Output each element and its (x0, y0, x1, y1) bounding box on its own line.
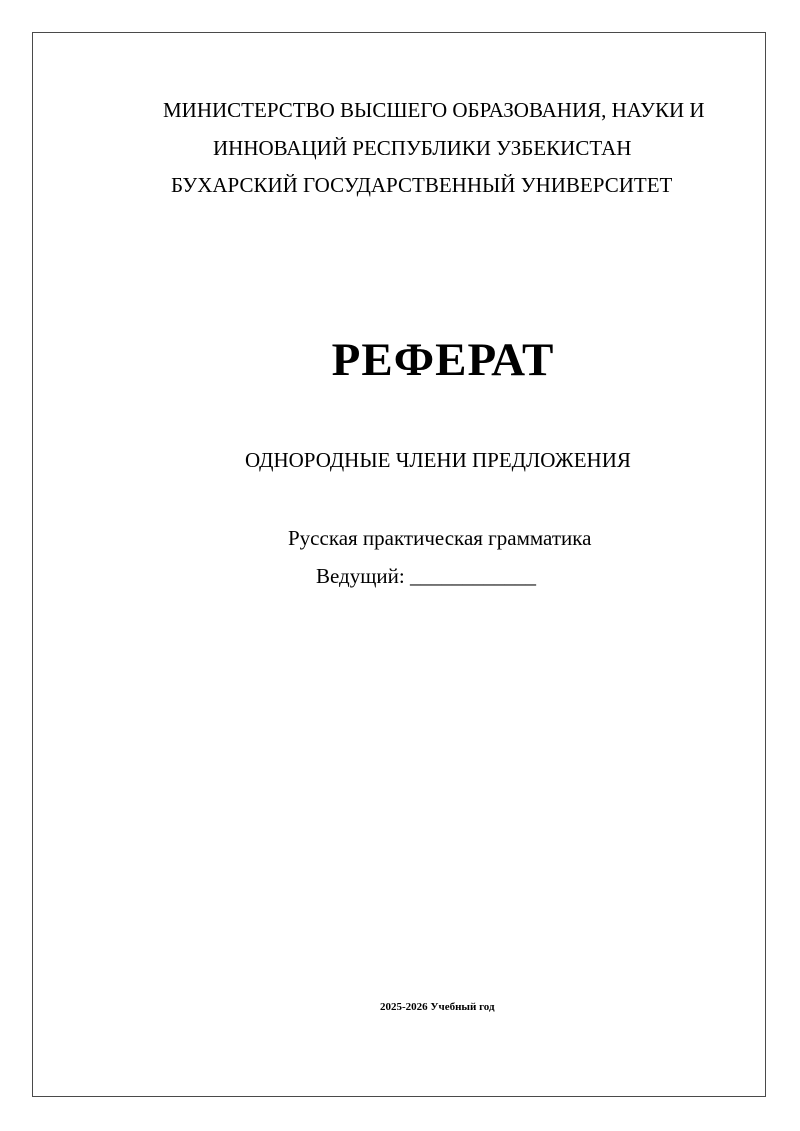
academic-year: 2025-2026 Учебный год (380, 1001, 495, 1013)
topic-title: ОДНОРОДНЫЕ ЧЛЕНИ ПРЕДЛОЖЕНИЯ (245, 448, 631, 472)
university-name: БУХАРСКИЙ ГОСУДАРСТВЕННЫЙ УНИВЕРСИТЕТ (171, 173, 673, 197)
supervisor-field: Ведущий: ____________ (316, 564, 536, 588)
ministry-name-line-1: МИНИСТЕРСТВО ВЫСШЕГО ОБРАЗОВАНИЯ, НАУКИ И (163, 98, 705, 122)
document-title: РЕФЕРАТ (331, 334, 555, 386)
ministry-name-line-2: ИННОВАЦИЙ РЕСПУБЛИКИ УЗБЕКИСТАН (213, 136, 632, 160)
subject-name: Русская практическая грамматика (288, 526, 592, 550)
